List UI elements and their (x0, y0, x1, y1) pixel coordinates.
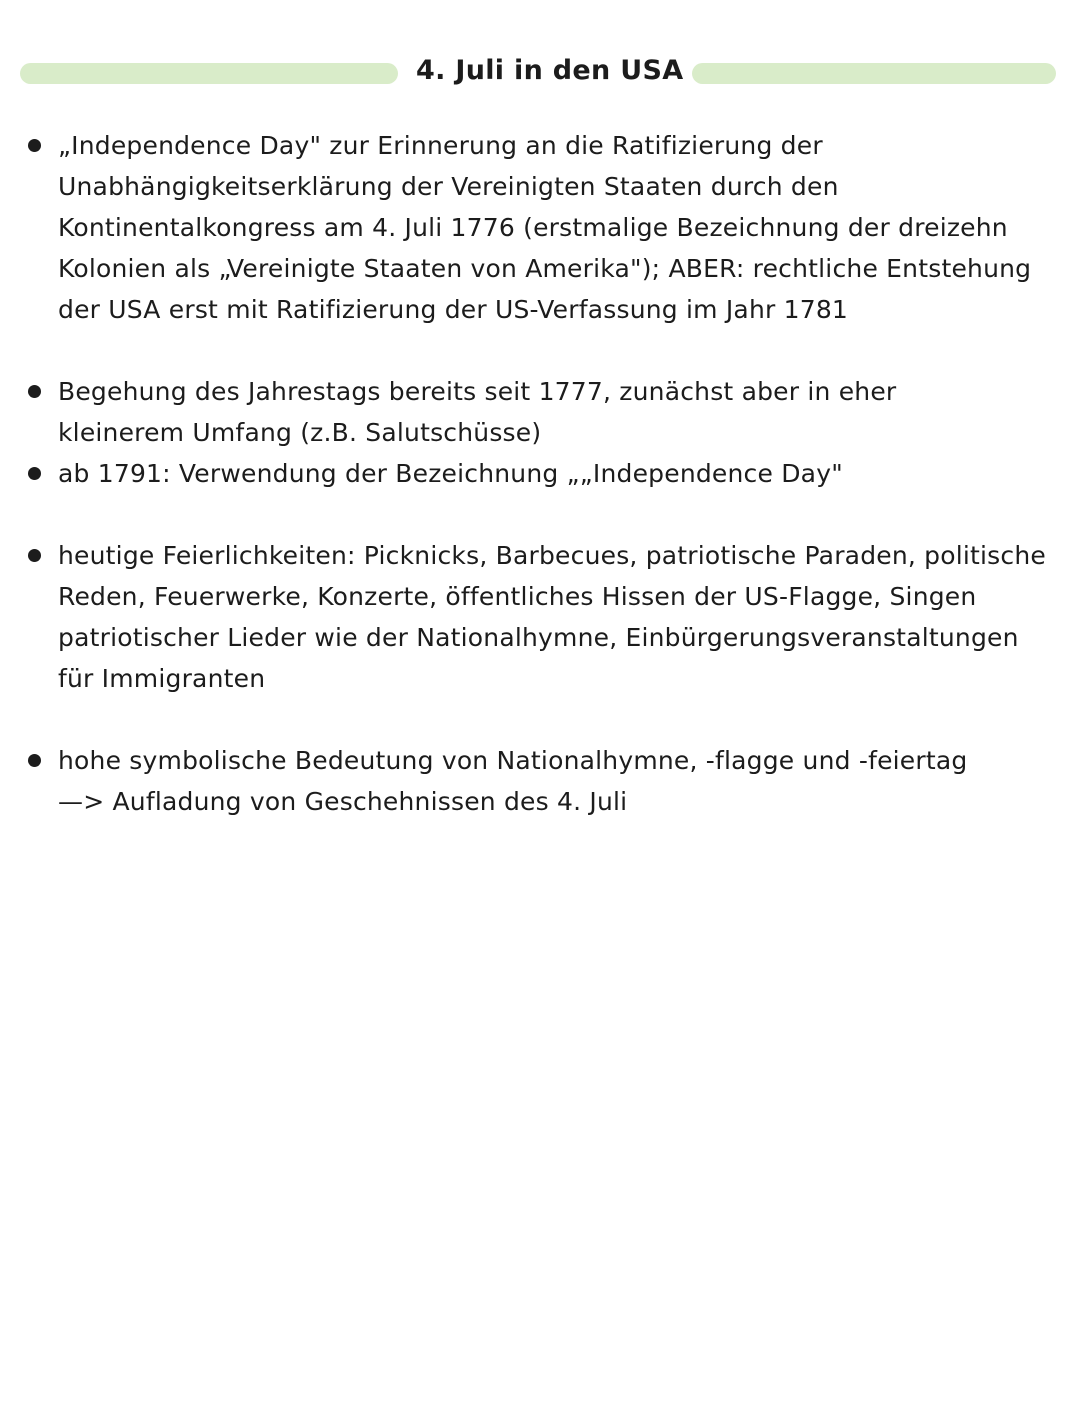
bullet-dot-icon (28, 467, 41, 480)
header-decoration-right (692, 63, 1056, 84)
bullet-line: —> Aufladung von Geschehnissen des 4. Juli (58, 787, 628, 816)
bullet-dot-icon (28, 549, 41, 562)
bullet-line: „Independence Day" zur Erinnerung an die Ratifizierung der (58, 131, 823, 160)
bullet-line: der USA erst mit Ratifizierung der US-Verfassung im Jahr 1781 (58, 295, 849, 324)
header-decoration-left (20, 63, 398, 84)
bullet-line: ab 1791: Verwendung der Bezeichnung „„Independence Day" (58, 459, 843, 488)
bullet-dot-icon (28, 754, 41, 767)
page-header (20, 54, 1056, 94)
bullet-line: Kontinentalkongress am 4. Juli 1776 (erstmalige Bezeichnung der dreizehn (58, 213, 1008, 242)
bullet-independence-day (58, 125, 1058, 330)
bullet-ab-1791 (58, 453, 1058, 494)
bullet-line: für Immigranten (58, 664, 266, 693)
bullet-dot-icon (28, 139, 41, 152)
bullet-line: kleinerem Umfang (z.B. Salutschüsse) (58, 418, 542, 447)
bullet-line: heutige Feierlichkeiten: Picknicks, Barbecues, patriotische Paraden, politische (58, 541, 1046, 570)
bullet-feierlichkeiten (58, 535, 1058, 699)
bullet-line: Reden, Feuerwerke, Konzerte, öffentliches Hissen der US-Flagge, Singen (58, 582, 977, 611)
bullet-line: Kolonien als „Vereinigte Staaten von Amerika"); ABER: rechtliche Entstehung (58, 254, 1032, 283)
bullet-begehung (58, 371, 1058, 453)
bullet-dot-icon (28, 385, 41, 398)
page-title: 4. Juli in den USA (416, 55, 684, 86)
bullet-line: Unabhängigkeitserklärung der Vereinigten Staaten durch den (58, 172, 839, 201)
bullet-line: hohe symbolische Bedeutung von Nationalhymne, -flagge und -feiertag (58, 746, 968, 775)
bullet-symbolik (58, 740, 1058, 822)
bullet-line: Begehung des Jahrestags bereits seit 1777, zunächst aber in eher (58, 377, 897, 406)
bullet-line: patriotischer Lieder wie der Nationalhymne, Einbürgerungsveranstaltungen (58, 623, 1019, 652)
